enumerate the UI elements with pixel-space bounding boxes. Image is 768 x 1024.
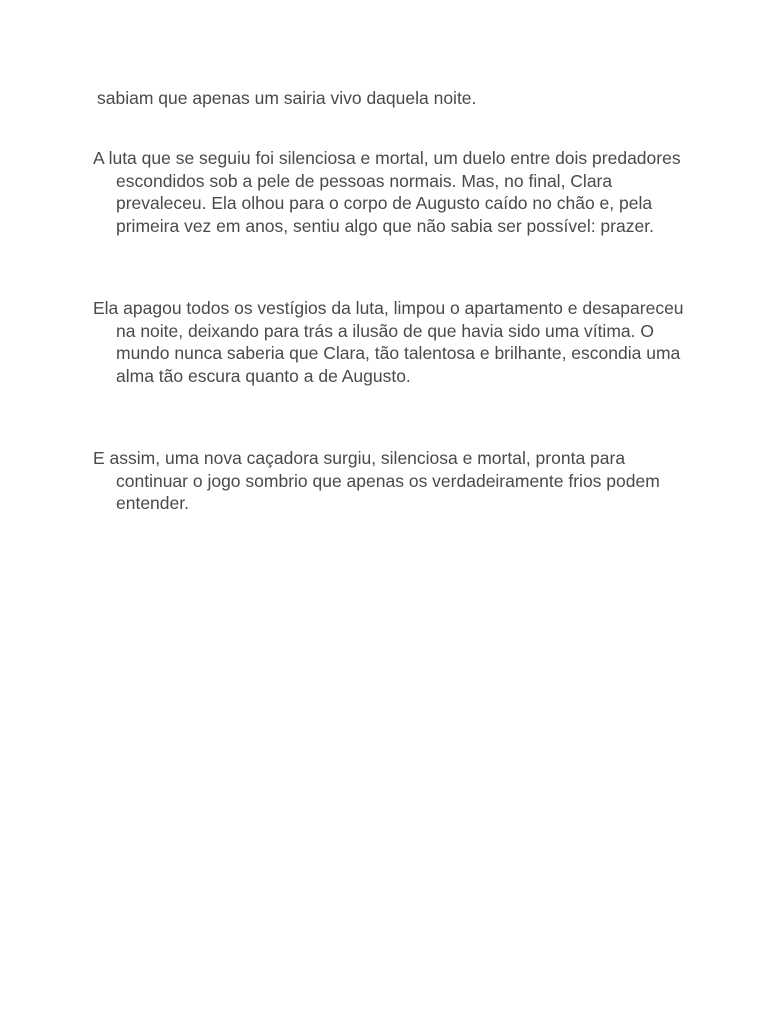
paragraph-4: E assim, uma nova caçadora surgiu, silenciosa e mortal, pronta para continuar o jogo sombrio que apenas os verdadeiramente frios podem entender. (93, 448, 660, 514)
paragraph-2: A luta que se seguiu foi silenciosa e mortal, um duelo entre dois predadores escondidos sob a pele de pessoas normais. Mas, no final, Clara prevaleceu. Ela olhou para o corpo de Augusto caído no chão e, pela primeira vez em anos, sentiu algo que não sabia ser possível: prazer. (93, 148, 681, 236)
paragraph-1: sabiam que apenas um sairia vivo daquela noite. (97, 88, 477, 108)
paragraph-3: Ela apagou todos os vestígios da luta, limpou o apartamento e desapareceu na noite, deixando para trás a ilusão de que havia sido uma vítima. O mundo nunca saberia que Clara, tão talentosa e brilhante, escondia uma alma tão escura quanto a de Augusto. (93, 298, 684, 386)
